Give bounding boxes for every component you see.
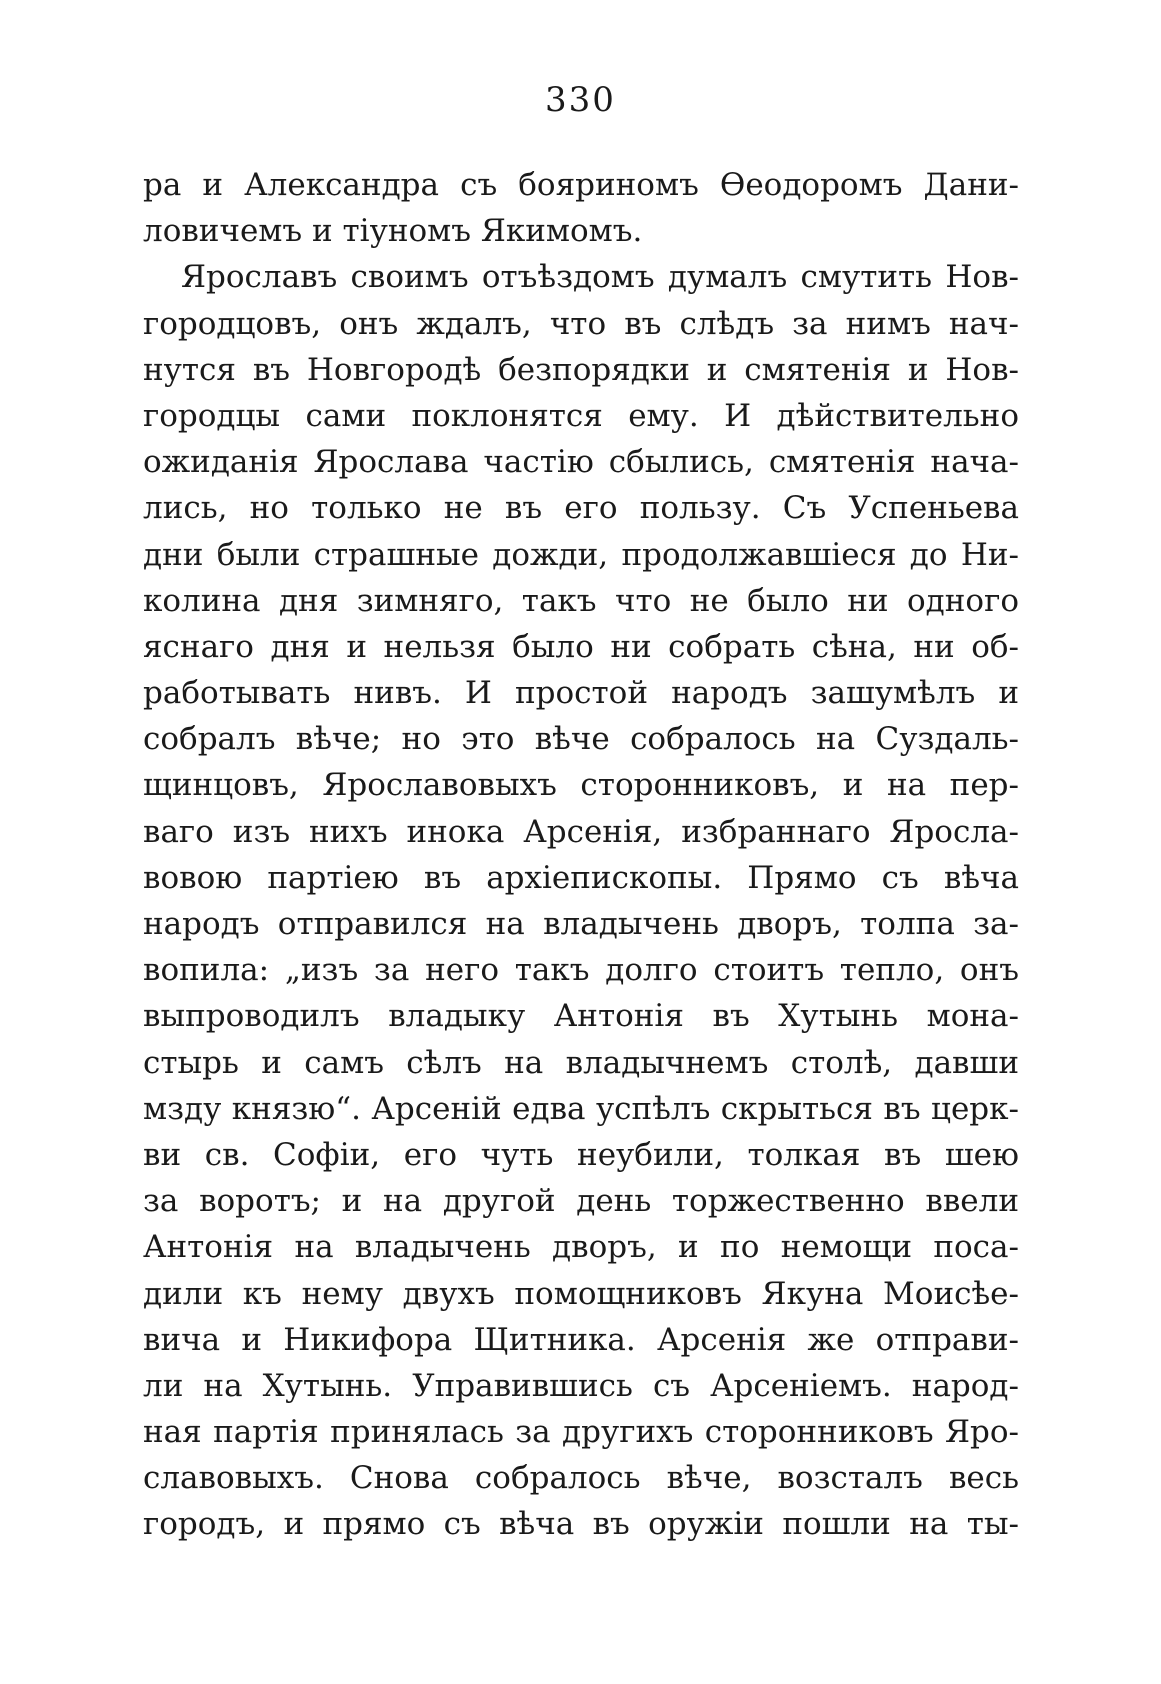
text-line: ловичемъ и тіуномъ Якимомъ. [143, 213, 643, 250]
text-line: за воротъ; и на другой день торжественно ввели [143, 1183, 1019, 1220]
text-line: лись, но только не въ его пользу. Съ Успеньева [143, 490, 1019, 527]
text-line: вовою партіею въ архіепископы. Прямо съ вѣча [143, 859, 1019, 896]
text-line: городъ, и прямо съ вѣча въ оружіи пошли на ты- [143, 1506, 1019, 1543]
text-line: дни были страшные дожди, продолжавшіеся до Ни- [143, 536, 1019, 573]
paragraph-continuation [143, 162, 1019, 254]
text-line: городцовъ, онъ ждалъ, что въ слѣдъ за нимъ нач- [143, 305, 1019, 342]
text-line: ви св. Софіи, его чуть неубили, толкая въ шею [143, 1136, 1019, 1173]
text-line: Ярославъ своимъ отъѣздомъ думалъ смутить Нов- [181, 259, 1019, 296]
text-line: стырь и самъ сѣлъ на владычнемъ столѣ, давши [143, 1044, 1019, 1081]
text-line: народъ отправился на владычень дворъ, толпа за- [143, 906, 1019, 942]
text-line: ваго изъ нихъ инока Арсенія, избраннаго Яросла- [143, 813, 1019, 850]
page-number: 330 [545, 80, 616, 120]
paragraph [143, 254, 1019, 1547]
text-line: вича и Никифора Щитника. Арсенія же отправи- [143, 1321, 1019, 1358]
text-line: выпроводилъ владыку Антонія въ Хутынь мона- [143, 998, 1019, 1035]
text-line: колина дня зимняго, такъ что не было ни одного [143, 582, 1019, 619]
text-line: работывать нивъ. И простой народъ зашумѣлъ и [143, 675, 1019, 712]
body-text [143, 162, 1019, 1548]
text-line: Антонія на владычень дворъ, и по немощи поса- [143, 1229, 1019, 1266]
text-line: щинцовъ, Ярославовыхъ сторонниковъ, и на пер- [143, 767, 1019, 804]
text-line: городцы сами поклонятся ему. И дѣйствительно [143, 397, 1019, 434]
text-line: вопила: „изъ за него такъ долго стоитъ тепло, онъ [143, 952, 1019, 989]
text-line: собралъ вѣче; но это вѣче собралось на Суздаль- [143, 721, 1019, 758]
text-line: мзду князю“. Арсеній едва успѣлъ скрыться въ церк- [143, 1090, 1019, 1127]
text-line: ли на Хутынь. Управившись съ Арсеніемъ. народ- [143, 1367, 1019, 1404]
text-line: дили къ нему двухъ помощниковъ Якуна Моисѣе- [143, 1275, 1019, 1312]
text-line: ожиданія Ярослава частію сбылись, смятенія нача- [143, 444, 1019, 481]
text-line: нутся въ Новгородѣ безпорядки и смятенія и Нов- [143, 351, 1019, 388]
text-line: яснаго дня и нельзя было ни собрать сѣна, ни об- [143, 628, 1019, 665]
text-line: славовыхъ. Снова собралось вѣче, возсталъ весь [143, 1460, 1019, 1497]
text-line: ная партія принялась за другихъ сторонниковъ Яро- [143, 1414, 1019, 1451]
text-line: ра и Александра съ бояриномъ Ѳеодоромъ Дани- [143, 167, 1019, 203]
